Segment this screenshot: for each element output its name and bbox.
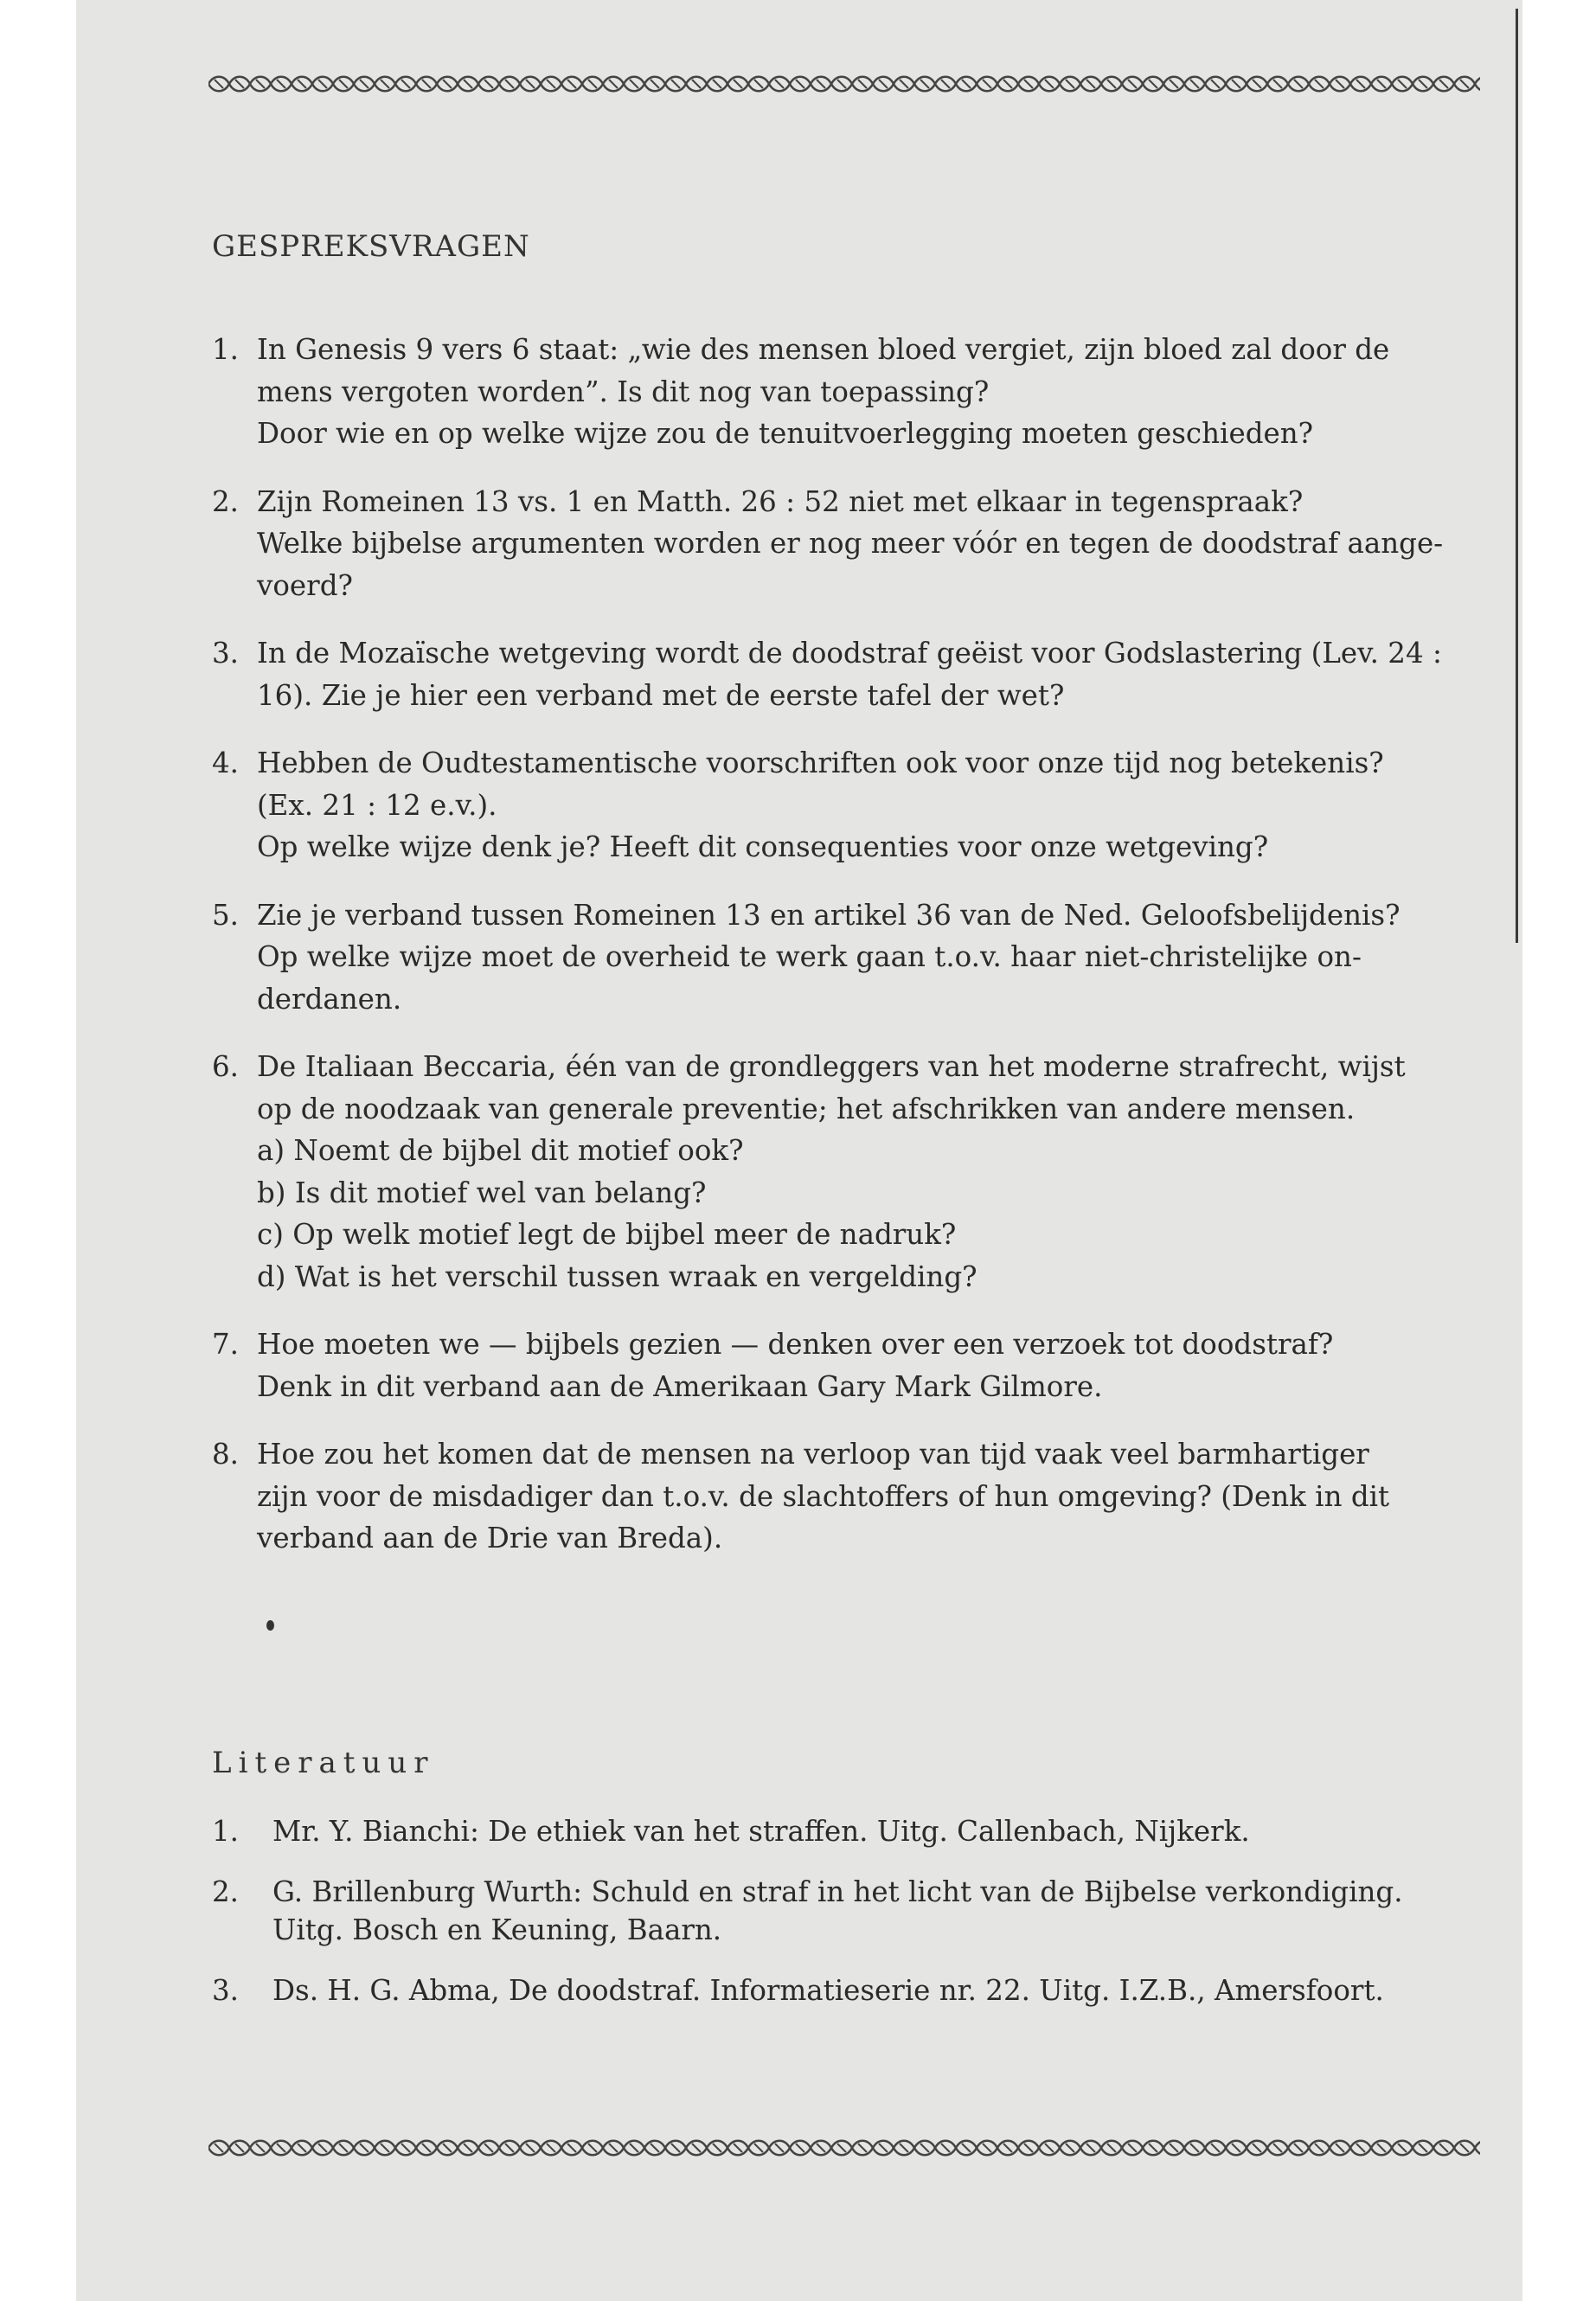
question-line: In de Mozaïsche wetgeving wordt de doodstraf geëist voor Godslastering (Lev. 24 :: [257, 637, 1442, 670]
braid-twist: [817, 2144, 825, 2152]
question-line: Zijn Romeinen 13 vs. 1 en Matth. 26 : 52 niet met elkaar in tegenspraak?: [257, 484, 1304, 518]
braid-twist: [1190, 2144, 1199, 2152]
question-line: voerd?: [257, 568, 353, 602]
braid-twist: [1066, 2144, 1074, 2152]
braid-twist: [235, 2144, 244, 2152]
braid-twist: [630, 80, 638, 88]
question-text: [257, 1324, 1480, 1407]
question-line: De Italiaan Beccaria, één van de grondleggers van het moderne strafrecht, wijst: [257, 1050, 1406, 1083]
braid-twist: [671, 80, 680, 88]
question-item: [212, 1433, 1480, 1560]
literature-number: 3.: [212, 1974, 240, 2007]
question-line: op de noodzaak van generale preventie; het afschrikken van andere mensen.: [257, 1092, 1356, 1125]
braid-twist: [588, 80, 597, 88]
braid-twist: [256, 80, 265, 88]
question-line: verband aan de Drie van Breda).: [257, 1522, 723, 1554]
braid-twist: [1377, 2144, 1386, 2152]
question-item: [212, 742, 1480, 868]
question-line: c) Op welk motief legt de bijbel meer de nadruk?: [257, 1218, 957, 1251]
braid-twist: [381, 2144, 389, 2152]
braid-twist: [1211, 2144, 1220, 2152]
literature-line: Mr. Y. Bianchi: De ethiek van het straffen. Uitg. Callenbach, Nijkerk.: [272, 1815, 1250, 1848]
literature-line: G. Brillenburg Wurth: Schuld en straf in het licht van de Bijbelse verkondiging.: [272, 1875, 1403, 1908]
braid-twist: [1149, 80, 1157, 88]
braid-twist: [734, 80, 742, 88]
literature-item: [212, 1971, 1480, 2009]
braid-twist: [1419, 80, 1427, 88]
braid-twist: [360, 2144, 369, 2152]
braid-twist: [858, 2144, 867, 2152]
braid-twist: [235, 80, 244, 88]
braid-twist: [1336, 80, 1344, 88]
braid-twist: [547, 2144, 555, 2152]
braid-twist: [962, 2144, 971, 2152]
question-text: [257, 742, 1480, 868]
braid-twist: [651, 2144, 659, 2152]
braid-twist: [360, 80, 369, 88]
braid-twist: [1439, 2144, 1448, 2152]
braid-twist: [920, 80, 929, 88]
braid-twist: [422, 80, 431, 88]
braid-twist: [1170, 80, 1178, 88]
braid-twist: [1460, 2144, 1469, 2152]
braid-twist: [1190, 80, 1199, 88]
braid-twist: [858, 80, 867, 88]
braid-twist: [1460, 80, 1469, 88]
braid-twist: [817, 80, 825, 88]
braid-twist: [983, 2144, 991, 2152]
braid-upper-strand: [208, 2141, 1480, 2148]
braid-twist: [1232, 80, 1240, 88]
braid-twist: [422, 2144, 431, 2152]
braid-twist: [1086, 2144, 1095, 2152]
braid-twist: [505, 2144, 514, 2152]
braid-twist: [277, 80, 285, 88]
question-line: a) Noemt de bijbel dit motief ook?: [257, 1134, 744, 1167]
braid-twist: [401, 80, 410, 88]
braid-twist: [339, 2144, 348, 2152]
literature-line: Uitg. Bosch en Keuning, Baarn.: [272, 1913, 722, 1946]
braid-twist: [381, 80, 389, 88]
braid-twist: [1398, 2144, 1407, 2152]
braid-twist: [900, 80, 908, 88]
braid-twist: [1398, 80, 1407, 88]
question-list: [212, 329, 1480, 1560]
page-edge-line: [1516, 9, 1518, 943]
braid-twist: [1273, 80, 1282, 88]
question-text: [257, 481, 1480, 607]
braid-twist: [734, 2144, 742, 2152]
braid-twist: [879, 80, 888, 88]
stray-mark: [266, 1620, 274, 1631]
braid-twist: [484, 80, 493, 88]
ornament-bottom-svg: [208, 2137, 1480, 2159]
question-line: Op welke wijze denk je? Heeft dit consequenties voor onze wetgeving?: [257, 830, 1269, 863]
braid-twist: [318, 2144, 327, 2152]
braid-twist: [1024, 2144, 1033, 2152]
braid-twist: [1066, 80, 1074, 88]
braid-twist: [1232, 2144, 1240, 2152]
braid-twist: [692, 80, 701, 88]
braid-twist: [547, 80, 555, 88]
question-number: 1.: [212, 333, 240, 366]
braid-twist: [277, 2144, 285, 2152]
question-text: [257, 894, 1480, 1021]
question-line: derdanen.: [257, 982, 402, 1016]
braid-twist: [443, 2144, 452, 2152]
question-number: 7.: [212, 1328, 240, 1361]
braid-twist: [651, 80, 659, 88]
literature-list: [212, 1812, 1480, 2009]
question-item: [212, 1046, 1480, 1298]
braid-twist: [1045, 80, 1054, 88]
literature-number: 2.: [212, 1875, 240, 1908]
braid-twist: [1356, 80, 1365, 88]
literature-heading: Literatuur: [212, 1746, 435, 1780]
braid-twist: [983, 80, 991, 88]
question-text: [257, 1433, 1480, 1560]
question-number: 8.: [212, 1438, 240, 1471]
braid-twist: [567, 80, 576, 88]
question-line: Door wie en op welke wijze zou de tenuitvoerlegging moeten geschieden?: [257, 417, 1314, 450]
braid-twist: [609, 80, 618, 88]
braid-twist: [1294, 2144, 1303, 2152]
question-item: [212, 894, 1480, 1021]
question-line: Welke bijbelse argumenten worden er nog meer vóór en tegen de doodstraf aange-: [257, 527, 1444, 560]
braid-twist: [1336, 2144, 1344, 2152]
question-line: Zie je verband tussen Romeinen 13 en artikel 36 van de Ned. Geloofsbelijdenis?: [257, 898, 1401, 932]
braid-twist: [609, 2144, 618, 2152]
question-number: 6.: [212, 1050, 240, 1083]
braid-twist: [298, 2144, 306, 2152]
braid-twist: [1294, 80, 1303, 88]
literature-line: Ds. H. G. Abma, De doodstraf. Informatieserie nr. 22. Uitg. I.Z.B., Amersfoort.: [272, 1974, 1384, 2007]
braid-twist: [215, 2144, 223, 2152]
braid-twist: [941, 2144, 950, 2152]
braid-twist: [900, 2144, 908, 2152]
braid-twist: [339, 80, 348, 88]
braid-twist: [775, 2144, 784, 2152]
braid-twist: [1356, 2144, 1365, 2152]
braid-twist: [713, 80, 721, 88]
braid-twist: [775, 80, 784, 88]
question-text: [257, 1046, 1480, 1298]
question-line: b) Is dit motief wel van belang?: [257, 1176, 707, 1209]
braid-twist: [1086, 80, 1095, 88]
braid-twist: [298, 80, 306, 88]
question-text: [257, 632, 1480, 716]
braid-twist: [796, 80, 804, 88]
braid-twist: [1107, 2144, 1116, 2152]
braid-twist: [318, 80, 327, 88]
braid-twist: [505, 80, 514, 88]
braid-twist: [1024, 80, 1033, 88]
braid-twist: [526, 2144, 535, 2152]
question-line: (Ex. 21 : 12 e.v.).: [257, 788, 497, 822]
braid-twist: [1170, 2144, 1178, 2152]
question-line: d) Wat is het verschil tussen wraak en vergelding?: [257, 1259, 977, 1293]
braid-twist: [1128, 2144, 1137, 2152]
braid-twist: [464, 2144, 472, 2152]
braid-twist: [837, 2144, 846, 2152]
braid-twist: [962, 80, 971, 88]
braid-twist: [1419, 2144, 1427, 2152]
question-line: mens vergoten worden”. Is dit nog van toepassing?: [257, 375, 990, 408]
braid-twist: [1045, 2144, 1054, 2152]
literature-text: [272, 1873, 1480, 1949]
braid-twist: [1003, 80, 1012, 88]
braid-twist: [588, 2144, 597, 2152]
braid-twist: [837, 80, 846, 88]
braid-twist: [484, 2144, 493, 2152]
top-ornamental-border: [208, 73, 1480, 95]
braid-twist: [713, 2144, 721, 2152]
braid-twist: [1315, 80, 1324, 88]
braid-twist: [941, 80, 950, 88]
question-line: Hoe zou het komen dat de mensen na verloop van tijd vaak veel barmhartiger: [257, 1438, 1369, 1471]
braid-twist: [526, 80, 535, 88]
braid-twist: [1211, 80, 1220, 88]
braid-twist: [754, 2144, 763, 2152]
question-line: In Genesis 9 vers 6 staat: „wie des mensen bloed vergiet, zijn bloed zal door de: [257, 333, 1390, 366]
braid-twist: [671, 2144, 680, 2152]
braid-twist: [879, 2144, 888, 2152]
question-number: 2.: [212, 484, 240, 518]
literature-text: [272, 1971, 1480, 2009]
question-number: 5.: [212, 898, 240, 932]
question-text: [257, 329, 1480, 455]
question-line: Op welke wijze moet de overheid te werk gaan t.o.v. haar niet-christelijke on-: [257, 940, 1362, 973]
braid-twist: [1253, 2144, 1261, 2152]
page-heading: GESPREKSVRAGEN: [212, 229, 530, 264]
question-item: [212, 481, 1480, 607]
braid-twist: [630, 2144, 638, 2152]
question-number: 4.: [212, 747, 240, 779]
braid-twist: [464, 80, 472, 88]
literature-item: [212, 1812, 1480, 1850]
braid-twist: [1273, 2144, 1282, 2152]
question-line: Denk in dit verband aan de Amerikaan Gary Mark Gilmore.: [257, 1369, 1103, 1403]
bottom-ornamental-border: [208, 2137, 1480, 2159]
braid-twist: [920, 2144, 929, 2152]
braid-twist: [1149, 2144, 1157, 2152]
braid-twist: [215, 80, 223, 88]
question-line: Hebben de Oudtestamentische voorschriften ook voor onze tijd nog betekenis?: [257, 747, 1384, 779]
braid-twist: [1003, 2144, 1012, 2152]
braid-twist: [567, 2144, 576, 2152]
ornament-top-svg: [208, 73, 1480, 95]
braid-twist: [754, 80, 763, 88]
braid-twist: [256, 2144, 265, 2152]
braid-twist: [1315, 2144, 1324, 2152]
braid-twist: [443, 80, 452, 88]
literature-number: 1.: [212, 1815, 240, 1848]
literature-item: [212, 1873, 1480, 1949]
braid-twist: [1439, 80, 1448, 88]
literature-text: [272, 1812, 1480, 1850]
question-line: Hoe moeten we — bijbels gezien — denken over een verzoek tot doodstraf?: [257, 1328, 1334, 1361]
braid-twist: [1377, 80, 1386, 88]
braid-twist: [796, 2144, 804, 2152]
braid-twist: [1128, 80, 1137, 88]
question-line: zijn voor de misdadiger dan t.o.v. de slachtoffers of hun omgeving? (Denk in dit: [257, 1479, 1390, 1513]
question-item: [212, 1324, 1480, 1407]
braid-twist: [401, 2144, 410, 2152]
question-number: 3.: [212, 637, 240, 670]
question-item: [212, 329, 1480, 455]
braid-upper-strand: [208, 77, 1480, 84]
braid-twist: [1253, 80, 1261, 88]
braid-twist: [1107, 80, 1116, 88]
question-item: [212, 632, 1480, 716]
question-line: 16). Zie je hier een verband met de eerste tafel der wet?: [257, 678, 1065, 712]
braid-twist: [692, 2144, 701, 2152]
